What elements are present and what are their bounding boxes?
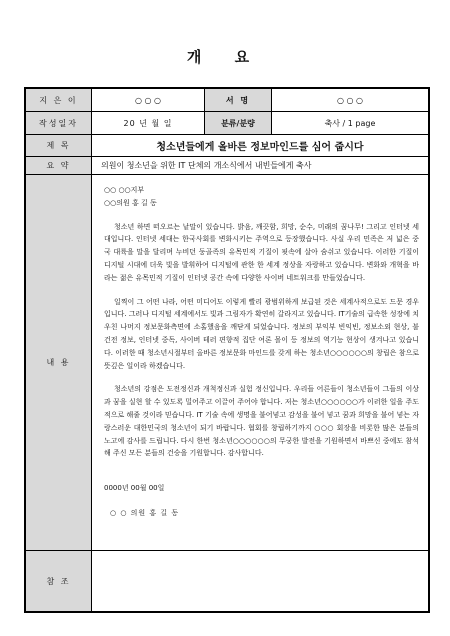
signature-label: 서 명 xyxy=(204,89,272,111)
subject-value: 청소년들에게 올바른 정보마인드를 심어 줍시다 xyxy=(156,142,364,153)
author-label: 지 은 이 xyxy=(26,89,92,111)
date-label: 작성일자 xyxy=(26,112,92,134)
date-value: 20 년 월 일 xyxy=(123,118,173,128)
content-paragraph-1: 청소년 하면 떠오르는 낱말이 있습니다. 밝음, 깨끗함, 희망, 순수, 미래의 꿈나무! 그리고 인터넷 세대입니다. 인터넷 세대는 한국사회를 변화시키는 주역으로 등장했습니다. 사실 우리 민족은 저 넓은 중국 대륙을 말을 달리며 누비던 둥골족의 유목민적 기질이 핏속에 살아 숨쉬고 있습니다. 이러한 기질이 디지털 시대에 더욱 빛을 발휘하여 디지털에 관한 한 세계 정상을 자랑하고 있습니다. 변화와 개혁을 바라는 젊은 유목민적 기질이 인터넷 공간 속에 다양한 사이버 네트워크를 만들었습니다. xyxy=(104,222,419,282)
row-reference xyxy=(26,551,428,611)
content-paragraph-3: 청소년의 강점은 도전정신과 개척정신과 실험 정신입니다. 우리들 어른들이 청소년들이 그들의 이상과 꿈을 실현 할 수 있도록 밀어주고 이끌어 주어야 합니다. 저는 청소년○○○○○○가 이러한 일을 주도적으로 해줄 것이라 믿습니다. IT 기술 속에 생명을 불어넣고 감성을 불어 넣고 꿈과 희망을 불어 넣는 자랑스러운 대한민국의 청소년이 되기 바랍니다. 협회를 창립하기까지 ○○○ 회장을 비롯한 많은 분들의 노고에 감사를 드립니다. 다시 한번 청소년○○○○○○의 무궁한 발전을 기원하면서 바쁘신 중에도 참석해 주신 모든 분들의 건승을 기원합니다. 감사합니다. xyxy=(104,385,419,458)
content-paragraph-2: 일찍이 그 어떤 나라, 어떤 미디어도 이렇게 빨리 광범위하게 보급된 것은 세계사적으로도 드문 경우입니다. 그러나 디지털 세계에서도 빛과 그림자가 확연히 갈라지고 있습니다. IT기술의 급속한 성장에 치우친 나머지 정보문화측면에 소홀했음을 깨닫게 되었습니다. 정보의 부익부 빈익빈, 정보소외 현상, 불건전 정보, 인터넷 중독, 사이버 테러 편향적 집단 여론 몰이 등 정보의 역기능 현상이 생겨나고 있습니다. 이러한 때 청소년시절부터 올바른 정보문화 마인드를 갖게 하는 청소년○○○○○○의 창립은 참으로 뜻깊은 일이라 하겠습니다. xyxy=(104,297,419,370)
content-signature: ○ ○ 의원 홍 길 동 xyxy=(110,508,180,517)
reference-value xyxy=(92,551,428,611)
content-body xyxy=(92,175,428,550)
row-summary xyxy=(26,157,428,175)
document-title: 개 요 xyxy=(186,48,264,66)
content-heading-2: ○○의원 홍 길 동 xyxy=(104,198,157,207)
row-date xyxy=(26,112,428,135)
subject-label: 제 목 xyxy=(26,135,92,156)
summary-form xyxy=(24,87,430,613)
category-label: 분류/분량 xyxy=(204,112,272,134)
reference-label: 참 조 xyxy=(26,551,92,611)
row-content xyxy=(26,175,428,551)
content-label: 내 용 xyxy=(26,175,92,550)
category-value: 축사 / 1 page xyxy=(324,118,376,128)
summary-label: 요 약 xyxy=(26,157,92,174)
content-heading-1: ○○ ○○지부 xyxy=(104,186,145,194)
signature-value: ○ ○ ○ xyxy=(336,95,364,105)
author-value: ○ ○ ○ xyxy=(134,95,162,105)
row-subject xyxy=(26,135,428,157)
row-author xyxy=(26,89,428,112)
summary-value: 의원이 청소년을 위한 IT 단체의 개소식에서 내빈들에게 축사 xyxy=(101,161,312,170)
content-date: 0000년 00월 00일 xyxy=(104,484,165,493)
